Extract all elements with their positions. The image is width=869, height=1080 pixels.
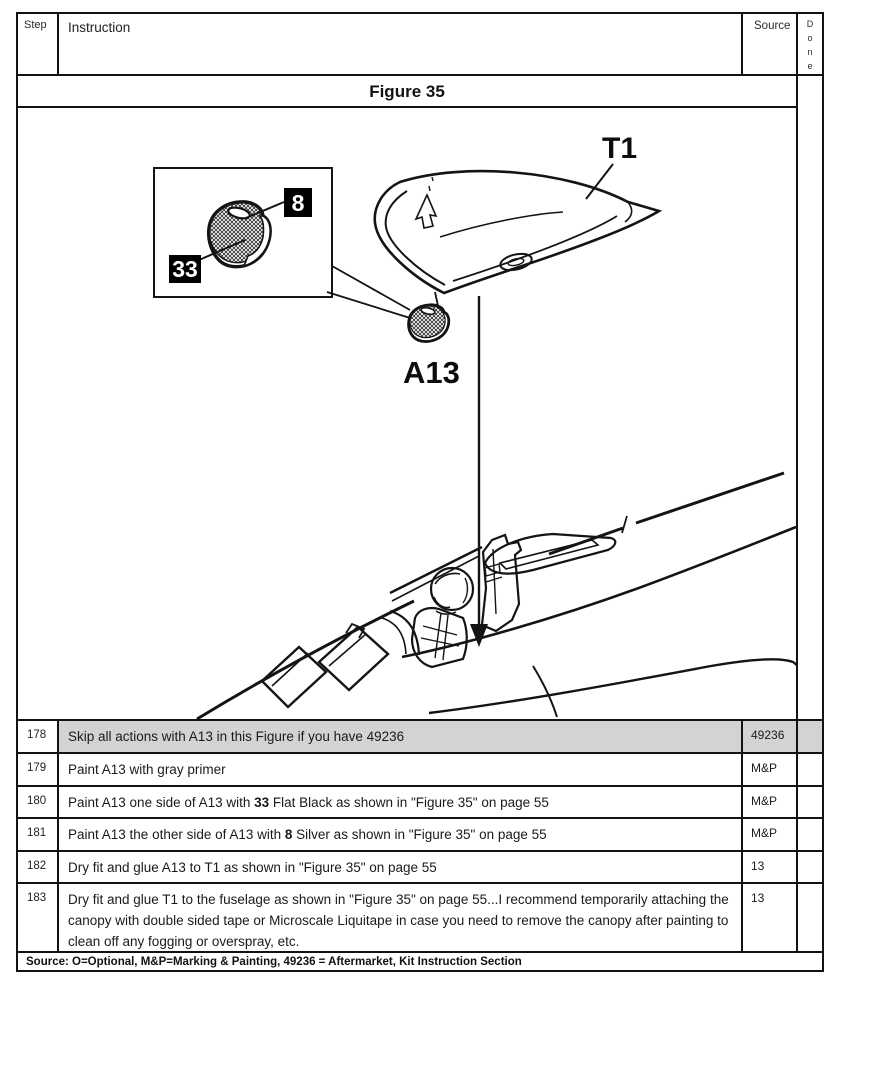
step-instruction: Dry fit and glue T1 to the fuselage as shown in "Figure 35" on page 55...I recommend temporarily attaching the canopy with double sided tape or Microscale Liquitape in case you need to remove the canopy after painting to clean off any fogging or overspray, etc.	[57, 882, 743, 953]
up-arrow-icon	[416, 177, 436, 228]
step-source: 13	[741, 882, 798, 953]
label-8: 8	[291, 190, 305, 216]
done-letter: n	[807, 47, 813, 57]
step-number: 182	[16, 850, 59, 884]
step-done-cell	[796, 817, 824, 852]
done-column-empty	[796, 74, 824, 721]
step-instruction: Paint A13 the other side of A13 with 8 Silver as shown in "Figure 35" on page 55	[57, 817, 743, 852]
step-source: M&P	[741, 785, 798, 819]
step-done-cell	[796, 719, 824, 754]
ejection-seat	[482, 535, 521, 631]
canopy-t1	[375, 164, 659, 293]
step-number: 183	[16, 882, 59, 953]
fuselage	[197, 473, 798, 719]
step-instruction: Skip all actions with A13 in this Figure if you have 49236	[57, 719, 743, 754]
step-done-cell	[796, 882, 824, 953]
done-letter: e	[807, 61, 813, 71]
figure-title: Figure 35	[16, 74, 798, 108]
header-instruction: Instruction	[57, 12, 743, 76]
header-done	[796, 12, 824, 76]
step-number: 178	[16, 719, 59, 754]
label-33: 33	[172, 256, 198, 282]
step-source: 13	[741, 850, 798, 884]
step-done-cell	[796, 785, 824, 819]
step-number: 181	[16, 817, 59, 852]
done-letter: D	[806, 19, 814, 29]
header-step: Step	[16, 12, 59, 76]
step-done-cell	[796, 850, 824, 884]
header-source: Source	[741, 12, 798, 76]
step-instruction: Paint A13 one side of A13 with 33 Flat Black as shown in "Figure 35" on page 55	[57, 785, 743, 819]
step-done-cell	[796, 752, 824, 787]
step-instruction: Dry fit and glue A13 to T1 as shown in "Figure 35" on page 55	[57, 850, 743, 884]
a13-part	[409, 292, 449, 342]
step-instruction: Paint A13 with gray primer	[57, 752, 743, 787]
source-legend: Source: O=Optional, M&P=Marking & Painting, 49236 = Aftermarket, Kit Instruction Section	[16, 951, 824, 972]
step-number: 180	[16, 785, 59, 819]
step-source: 49236	[741, 719, 798, 754]
figure-35-drawing	[16, 106, 798, 721]
step-number: 179	[16, 752, 59, 787]
step-source: M&P	[741, 817, 798, 852]
done-letter: o	[807, 33, 813, 43]
inset-pointer-lines	[327, 266, 410, 318]
label-a13: A13	[403, 355, 460, 390]
label-t1: T1	[602, 132, 638, 165]
step-source: M&P	[741, 752, 798, 787]
